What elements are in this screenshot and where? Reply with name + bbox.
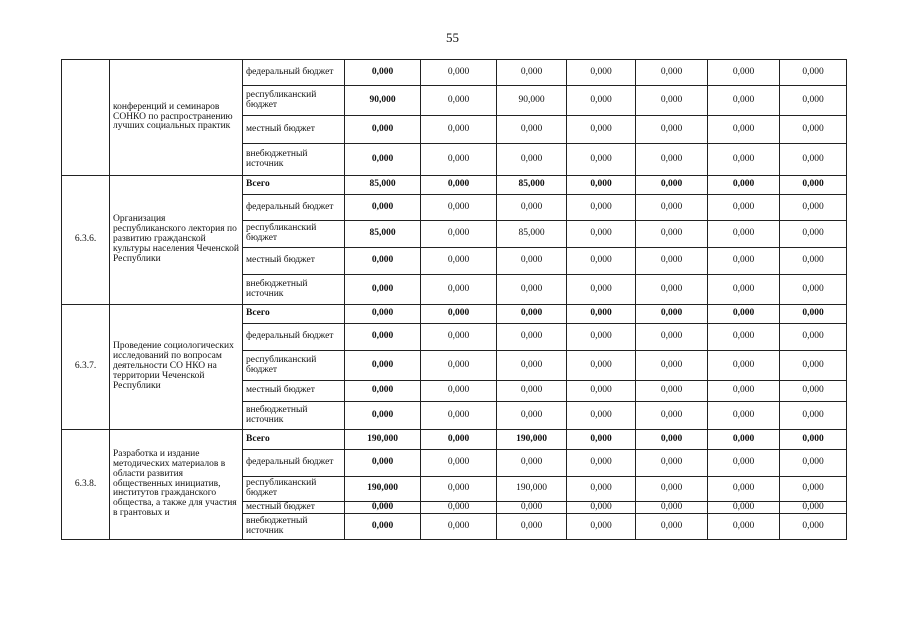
amount-cell: 85,000 [345,221,421,248]
amount-cell: 0,000 [497,116,567,144]
amount-cell: 0,000 [780,176,847,195]
amount-cell: 0,000 [567,221,636,248]
amount-cell: 0,000 [567,502,636,514]
amount-cell: 0,000 [421,502,497,514]
amount-cell: 0,000 [780,351,847,381]
amount-cell: 0,000 [567,402,636,430]
measure-code: 6.3.8. [62,430,110,540]
amount-cell: 0,000 [636,60,708,86]
funding-source: Всего [243,176,345,195]
amount-cell: 0,000 [636,275,708,305]
amount-cell: 0,000 [567,275,636,305]
amount-cell: 0,000 [780,402,847,430]
measure-code [62,60,110,176]
amount-cell: 85,000 [497,176,567,195]
amount-cell: 0,000 [345,502,421,514]
amount-cell: 0,000 [345,351,421,381]
amount-cell: 0,000 [636,514,708,540]
amount-cell: 90,000 [497,86,567,116]
funding-source: Всего [243,430,345,450]
amount-cell: 0,000 [567,430,636,450]
amount-cell: 0,000 [497,514,567,540]
amount-cell: 0,000 [497,502,567,514]
amount-cell: 0,000 [345,275,421,305]
funding-source: федеральный бюджет [243,324,345,351]
amount-cell: 0,000 [421,221,497,248]
amount-cell: 0,000 [497,144,567,176]
amount-cell: 0,000 [567,450,636,477]
amount-cell: 0,000 [708,305,780,324]
amount-cell: 0,000 [567,248,636,275]
amount-cell: 0,000 [421,450,497,477]
amount-cell: 0,000 [636,430,708,450]
amount-cell: 85,000 [345,176,421,195]
amount-cell: 0,000 [636,248,708,275]
amount-cell: 0,000 [780,221,847,248]
amount-cell: 0,000 [345,402,421,430]
amount-cell: 0,000 [421,514,497,540]
funding-source: Всего [243,305,345,324]
amount-cell: 0,000 [345,144,421,176]
amount-cell: 0,000 [567,351,636,381]
amount-cell: 0,000 [780,430,847,450]
amount-cell: 0,000 [421,430,497,450]
amount-cell: 0,000 [421,144,497,176]
amount-cell: 0,000 [497,351,567,381]
amount-cell: 0,000 [780,195,847,221]
amount-cell: 0,000 [780,305,847,324]
funding-source: внебюджетный источник [243,402,345,430]
table-row [62,176,847,195]
amount-cell: 0,000 [780,248,847,275]
amount-cell: 0,000 [421,381,497,402]
amount-cell: 0,000 [636,195,708,221]
amount-cell: 0,000 [497,450,567,477]
funding-source: республиканский бюджет [243,351,345,381]
amount-cell: 0,000 [497,195,567,221]
amount-cell: 0,000 [708,502,780,514]
amount-cell: 0,000 [421,477,497,502]
amount-cell: 0,000 [708,351,780,381]
amount-cell: 190,000 [497,430,567,450]
amount-cell: 0,000 [421,176,497,195]
amount-cell: 0,000 [345,116,421,144]
amount-cell: 0,000 [421,116,497,144]
amount-cell: 0,000 [636,450,708,477]
amount-cell: 0,000 [708,324,780,351]
amount-cell: 0,000 [780,477,847,502]
amount-cell: 0,000 [421,86,497,116]
amount-cell: 0,000 [497,324,567,351]
amount-cell: 0,000 [421,305,497,324]
amount-cell: 0,000 [708,514,780,540]
amount-cell: 0,000 [636,324,708,351]
amount-cell: 0,000 [708,450,780,477]
amount-cell: 0,000 [567,60,636,86]
amount-cell: 0,000 [708,116,780,144]
amount-cell: 0,000 [345,381,421,402]
amount-cell: 0,000 [421,195,497,221]
amount-cell: 0,000 [708,176,780,195]
funding-source: республиканский бюджет [243,221,345,248]
amount-cell: 0,000 [708,221,780,248]
table-row [62,305,847,324]
amount-cell: 0,000 [636,176,708,195]
amount-cell: 0,000 [636,477,708,502]
amount-cell: 0,000 [421,324,497,351]
amount-cell: 0,000 [708,144,780,176]
page-number: 55 [446,30,459,45]
table-row [62,60,847,86]
amount-cell: 0,000 [421,248,497,275]
amount-cell: 0,000 [567,477,636,502]
amount-cell: 0,000 [708,86,780,116]
amount-cell: 0,000 [636,144,708,176]
funding-source: местный бюджет [243,248,345,275]
amount-cell: 190,000 [497,477,567,502]
amount-cell: 0,000 [780,86,847,116]
amount-cell: 0,000 [780,116,847,144]
amount-cell: 0,000 [708,477,780,502]
funding-source: федеральный бюджет [243,60,345,86]
measure-description: Разработка и издание методических материалов в области развития общественных инициатив, институтов гражданского общества, а также для участия в грантовых и [110,430,243,540]
budget-table [61,59,847,540]
amount-cell: 0,000 [708,381,780,402]
amount-cell: 0,000 [345,450,421,477]
amount-cell: 0,000 [780,275,847,305]
amount-cell: 0,000 [636,86,708,116]
amount-cell: 0,000 [345,60,421,86]
amount-cell: 0,000 [345,305,421,324]
amount-cell: 0,000 [636,502,708,514]
amount-cell: 0,000 [567,514,636,540]
amount-cell: 0,000 [708,275,780,305]
funding-source: республиканский бюджет [243,86,345,116]
funding-source: внебюджетный источник [243,275,345,305]
funding-source: федеральный бюджет [243,195,345,221]
amount-cell: 0,000 [708,402,780,430]
amount-cell: 0,000 [636,305,708,324]
funding-source: местный бюджет [243,116,345,144]
amount-cell: 0,000 [421,275,497,305]
amount-cell: 0,000 [421,402,497,430]
amount-cell: 0,000 [567,305,636,324]
amount-cell: 0,000 [780,324,847,351]
amount-cell: 0,000 [780,450,847,477]
amount-cell: 0,000 [780,144,847,176]
amount-cell: 0,000 [421,351,497,381]
amount-cell: 0,000 [636,351,708,381]
amount-cell: 0,000 [780,60,847,86]
amount-cell: 0,000 [345,324,421,351]
amount-cell: 0,000 [708,430,780,450]
amount-cell: 0,000 [345,248,421,275]
amount-cell: 0,000 [567,116,636,144]
amount-cell: 0,000 [497,275,567,305]
amount-cell: 0,000 [567,324,636,351]
amount-cell: 0,000 [636,116,708,144]
amount-cell: 0,000 [708,248,780,275]
measure-description: Проведение социологических исследований по вопросам деятельности СО НКО на территории Чеченской Республики [110,305,243,430]
funding-source: местный бюджет [243,381,345,402]
amount-cell: 0,000 [780,514,847,540]
amount-cell: 0,000 [567,176,636,195]
measure-code: 6.3.6. [62,176,110,305]
measure-description: конференций и семинаров СОНКО по распространению лучших социальных практик [110,60,243,176]
amount-cell: 0,000 [497,60,567,86]
amount-cell: 0,000 [567,144,636,176]
amount-cell: 0,000 [345,195,421,221]
amount-cell: 0,000 [497,402,567,430]
amount-cell: 0,000 [497,381,567,402]
amount-cell: 0,000 [345,514,421,540]
amount-cell: 0,000 [636,381,708,402]
amount-cell: 0,000 [497,248,567,275]
measure-description: Организация республиканского лектория по развитию гражданской культуры населения Чеченской Республики [110,176,243,305]
amount-cell: 0,000 [567,195,636,221]
amount-cell: 0,000 [567,86,636,116]
amount-cell: 0,000 [567,381,636,402]
amount-cell: 0,000 [780,381,847,402]
amount-cell: 190,000 [345,477,421,502]
funding-source: внебюджетный источник [243,144,345,176]
funding-source: республиканский бюджет [243,477,345,502]
amount-cell: 190,000 [345,430,421,450]
measure-code: 6.3.7. [62,305,110,430]
table-row [62,430,847,450]
amount-cell: 0,000 [497,305,567,324]
funding-source: местный бюджет [243,502,345,514]
amount-cell: 0,000 [636,402,708,430]
amount-cell: 85,000 [497,221,567,248]
amount-cell: 90,000 [345,86,421,116]
funding-source: внебюджетный источник [243,514,345,540]
amount-cell: 0,000 [421,60,497,86]
amount-cell: 0,000 [708,60,780,86]
funding-source: федеральный бюджет [243,450,345,477]
amount-cell: 0,000 [636,221,708,248]
amount-cell: 0,000 [780,502,847,514]
amount-cell: 0,000 [708,195,780,221]
